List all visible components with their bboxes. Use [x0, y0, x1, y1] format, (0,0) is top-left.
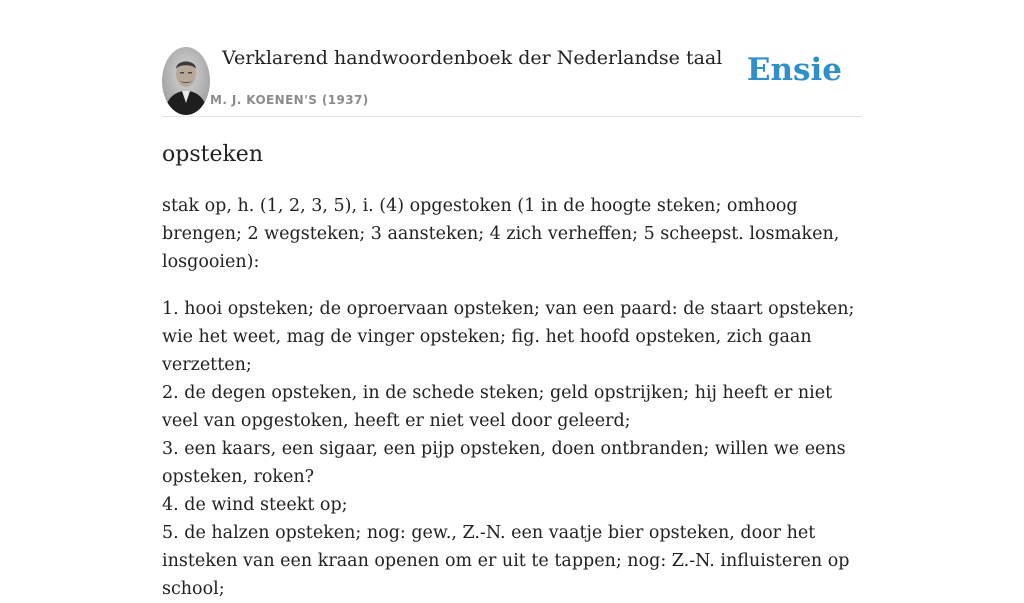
book-title: Verklarend handwoordenboek der Nederlandse taal — [222, 47, 723, 69]
author-portrait-icon — [162, 47, 210, 115]
sense-item: 3. een kaars, een sigaar, een pijp opsteken, doen ontbranden; willen we eens opsteken, roken? — [162, 439, 846, 487]
ensie-logo-link[interactable]: Ensie — [746, 52, 842, 88]
definition — [162, 192, 862, 603]
sense-item: 4. de wind steekt op; — [162, 495, 348, 515]
sense-list — [162, 295, 862, 603]
sense-item: 2. de degen opsteken, in de schede steken; geld opstrijken; hij heeft er niet veel van opgestoken, heeft er niet veel door geleerd; — [162, 383, 833, 431]
sense-item: 5. de halzen opsteken; nog: gew., Z.-N. een vaatje bier opsteken, door het insteken van een kraan openen om er uit te tappen; nog: Z.-N. influisteren op school; — [162, 523, 850, 599]
headword: opsteken — [162, 142, 263, 167]
page — [162, 0, 862, 599]
site-header — [162, 0, 862, 117]
grammar-note: stak op, h. (1, 2, 3, 5), i. (4) opgestoken (1 in de hoogte steken; omhoog brengen; 2 wegsteken; 3 aansteken; 4 zich verheffen; 5 scheepst. losmaken, losgooien): — [162, 196, 840, 272]
sense-item: 1. hooi opsteken; de oproervaan opsteken; van een paard: de staart opsteken; wie het weet, mag de vinger opsteken; fig. het hoofd opsteken, zich gaan verzetten; — [162, 299, 855, 375]
book-author: M. J. KOENEN'S (1937) — [210, 93, 369, 107]
